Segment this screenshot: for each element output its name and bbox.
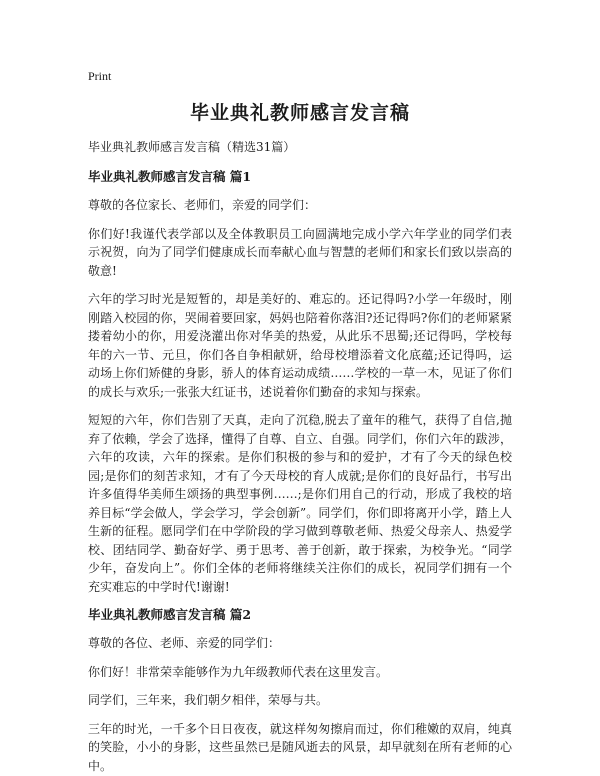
- section-2-paragraph-1: 尊敬的各位、老师、亲爱的同学们：: [88, 636, 281, 650]
- section-2-paragraph-2: 你们好！非常荣幸能够作为九年级教师代表在这里发言。: [88, 664, 389, 679]
- section-1-paragraph-4: 短短的六年，你们告别了天真，走向了沉稳,脱去了童年的稚气，获得了自信,抛弃了依赖，学会了选择，懂得了自尊、自立、自强。同学们，你们六年的跋涉，六年的攻读，六年的探索。是你们积极的参与和的爱护，才有了今天的绿色校园;是你们的刻苦求知，才有了今天母校的育人成就;是你们的良好品行，书写出许多值得华美师生颂扬的典型事例……;是你们用自己的行动，形成了我校的培养目标“学会做人，学会学习，学会创新”。同学们，你们即将离开小学，踏上人生新的征程。愿同学们在中学阶段的学习做到尊敬老师、热爱父母亲人、热爱学校、团结同学、勤奋好学、勇于思考、善于创新，敢于探索，为校争光。“同学少年，奋发向上”。你们全体的老师将继续关注你们的成长，祝同学们拥有一个充实难忘的中学时代!谢谢!: [88, 413, 512, 594]
- section-2: [88, 606, 512, 775]
- section-2-heading: 毕业典礼教师感言发言稿 篇2: [88, 607, 252, 622]
- document-title: 毕业典礼教师感言发言稿: [189, 102, 410, 124]
- section-1: [88, 168, 512, 596]
- section-2-paragraph-4: 三年的时光，一千多个日日夜夜，就这样匆匆擦肩而过，你们稚嫩的双肩，纯真的笑脸，小小的身影，这些虽然已是随风逝去的风景，却早就刻在所有老师的心中。: [88, 721, 512, 773]
- document-subtitle: 毕业典礼教师感言发言稿（精选31篇）: [88, 140, 296, 154]
- section-1-paragraph-1: 尊敬的各位家长、老师们，亲爱的同学们：: [88, 198, 317, 212]
- section-1-heading: 毕业典礼教师感言发言稿 篇1: [88, 169, 252, 184]
- section-1-paragraph-3: 六年的学习时光是短暂的，却是美好的、难忘的。还记得吗?小学一年级时，刚刚踏入校园的你，哭闹着要回家，妈妈也陪着你落泪?还记得吗?你们的老师紧紧搂着幼小的你，用爱浇灌出你对华美的热爱，从此乐不思蜀;还记得吗，学校每年的六一节、元旦，你们各自争相献妍，给母校增添着文化底蕴;还记得吗，运动场上你们矫健的身影，骄人的体育运动成绩……学校的一草一木，见证了你们的成长与欢乐;一张张大红证书，述说着你们勤奋的求知与探索。: [88, 292, 512, 399]
- print-label: Print: [88, 69, 112, 83]
- section-1-paragraph-2: 你们好!我谨代表学部以及全体教职员工向圆满地完成小学六年学业的同学们表示祝贺，向为了同学们健康成长而奉献心血与智慧的老师们和家长们致以崇高的敬意!: [88, 226, 512, 278]
- section-2-paragraph-3: 同学们，三年来，我们朝夕相伴，荣辱与共。: [88, 693, 329, 707]
